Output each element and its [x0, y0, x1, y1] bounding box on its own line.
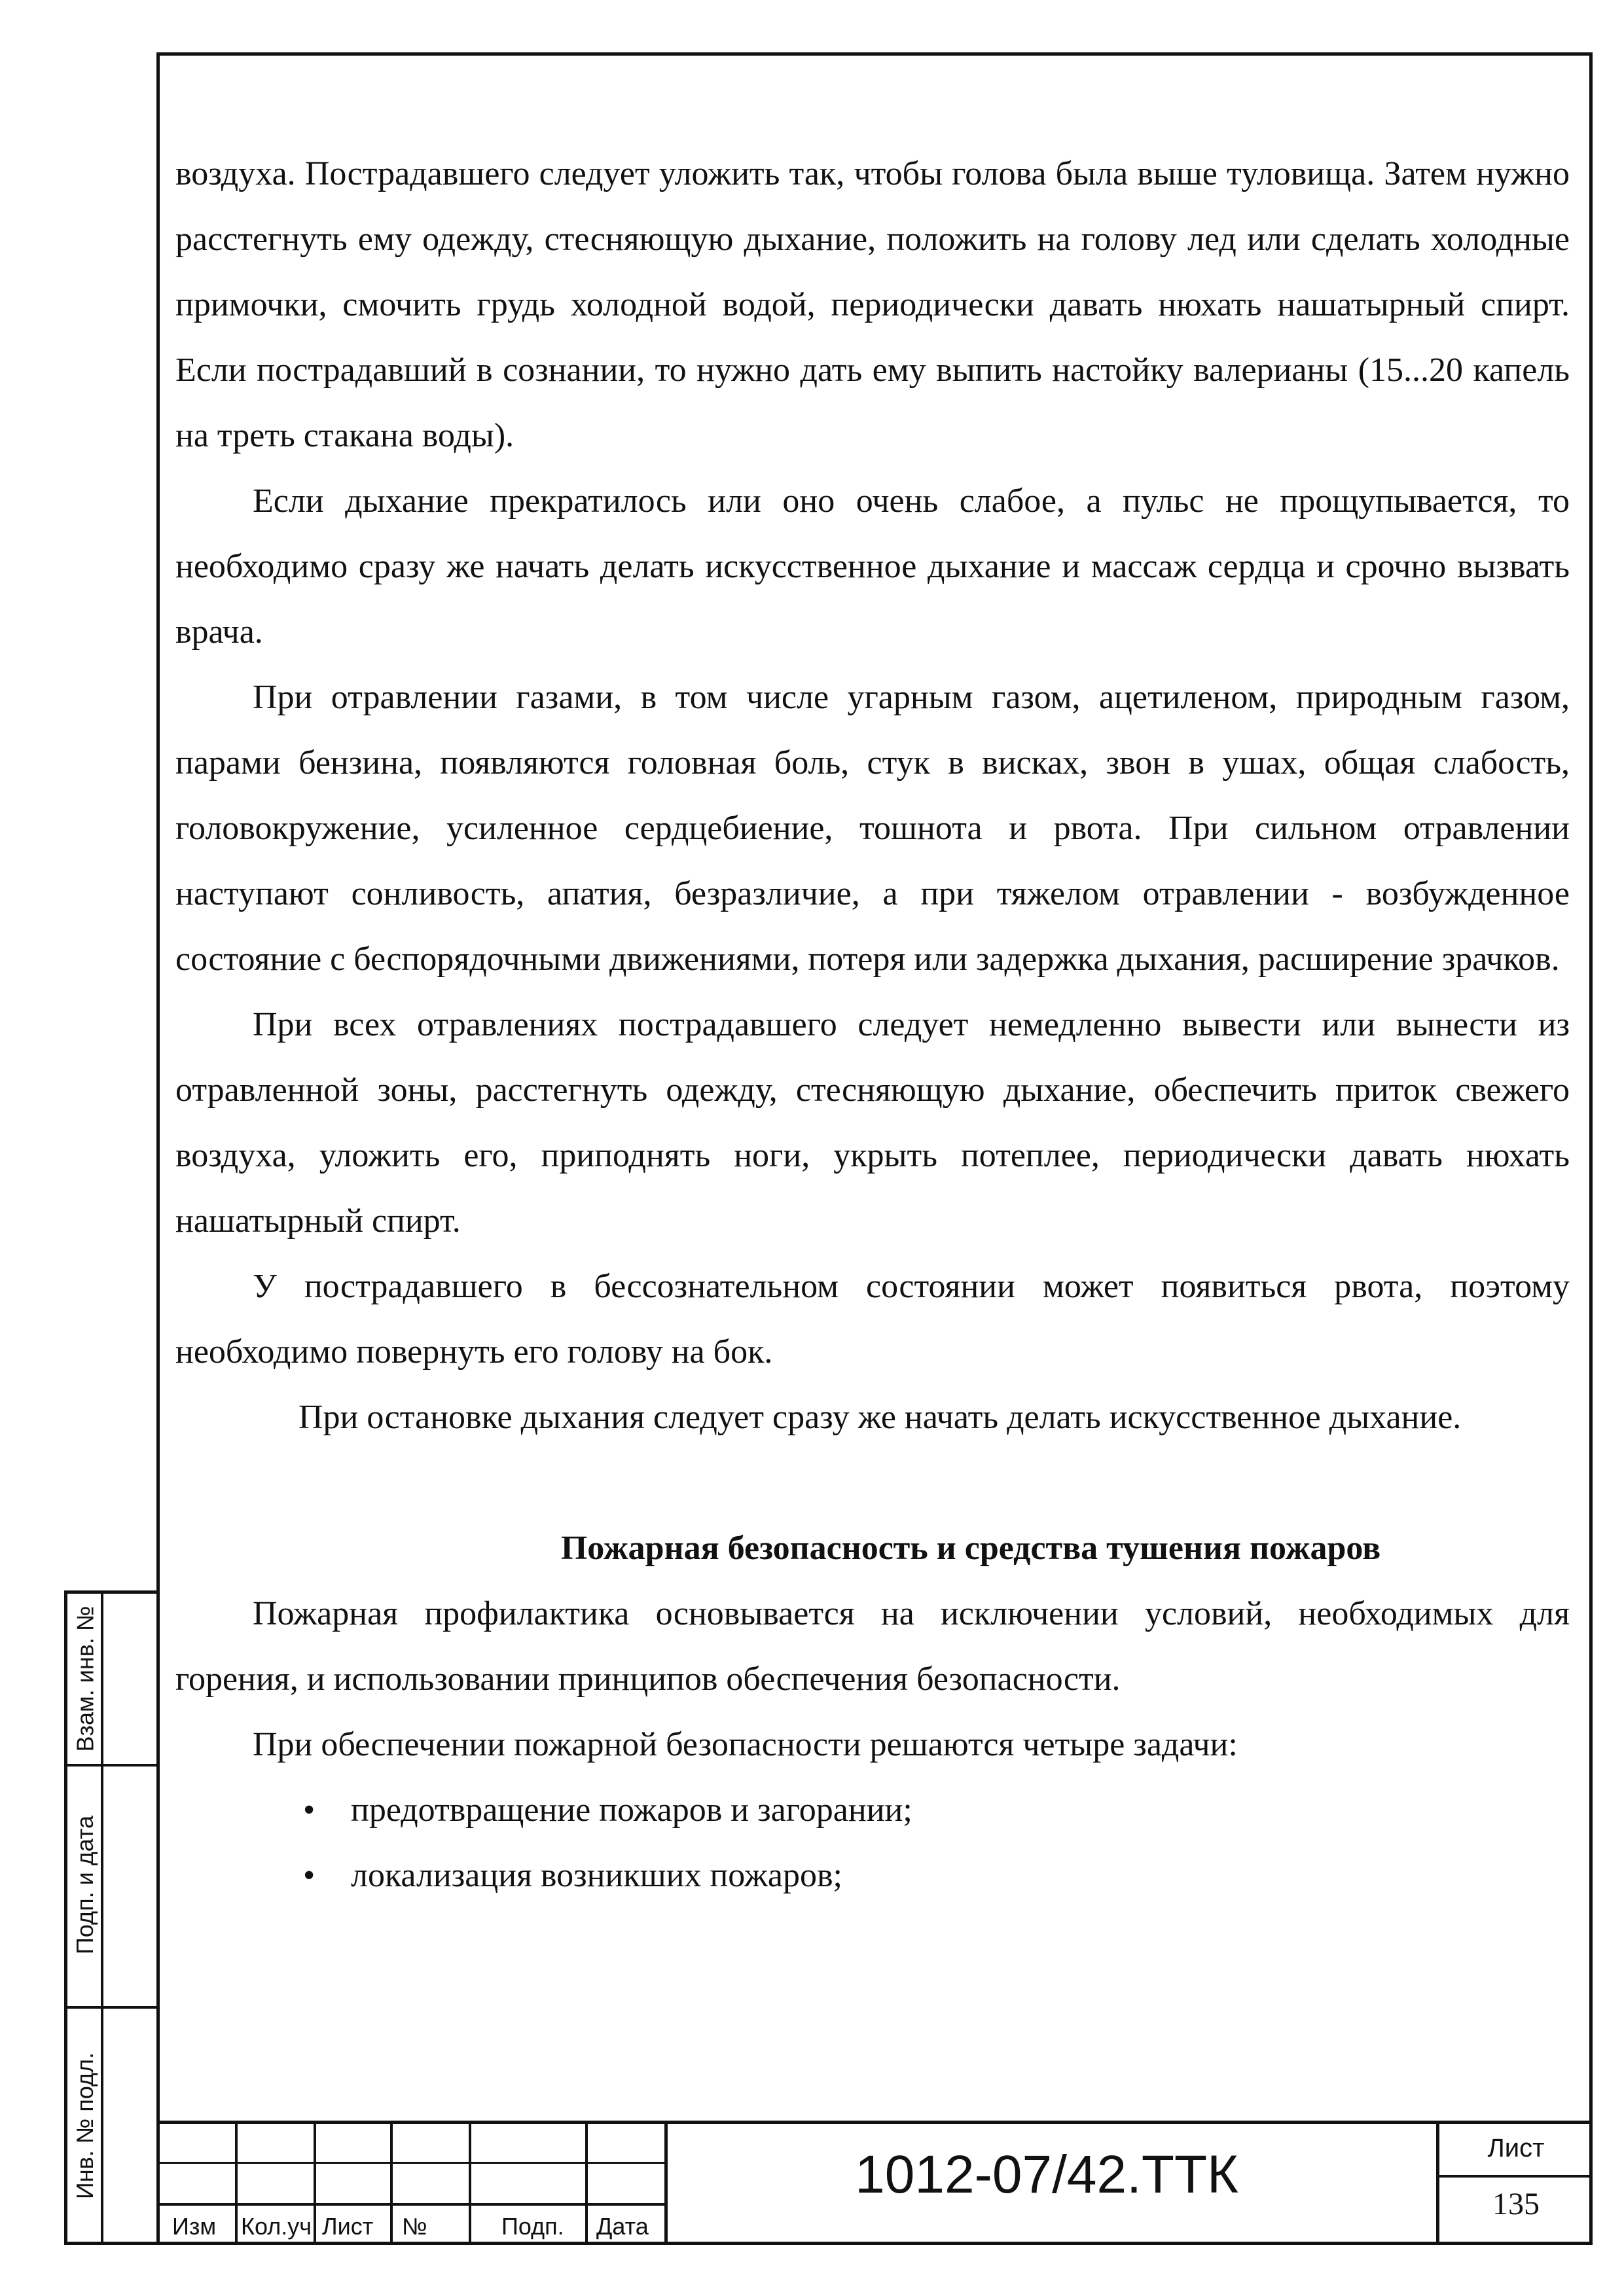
sheet-number: 135: [1492, 2187, 1540, 2221]
tb-col-line: [390, 2121, 393, 2245]
paragraph: При остановке дыхания следует сразу же начать делать искусственное дыхание.: [298, 1399, 1462, 1436]
side-label-signature-date: Подп. и дата: [71, 1815, 99, 1955]
bullet-icon: •: [303, 1857, 316, 1894]
tb-border-top: [156, 2121, 1593, 2124]
tb-row-line: [156, 2162, 667, 2164]
document-code: 1012-07/42.ТТК: [855, 2145, 1238, 2204]
bullet-icon: •: [303, 1791, 316, 1829]
document-body: [175, 141, 1570, 1909]
tb-col-change: Изм: [172, 2213, 217, 2240]
tb-col-qty: Кол.уч: [241, 2213, 312, 2240]
paragraph: При всех отравлениях пострадавшего следует немедленно вывести или вынести из отравленной зоны, расстегнуть одежду, стесняющую дыхание, обеспечить приток свежего воздуха, уложить его, приподнять ноги, укрыть потеплее, периодически давать нюхать нашатырный спирт.: [175, 1006, 1570, 1240]
paragraph: При отравлении газами, в том числе угарным газом, ацетиленом, природным газом, парами бензина, появляются головная боль, стук в висках, звон в ушах, общая слабость, головокружение, усиленное сердцебиение, тошнота и рвота. При сильном отравлении наступают сонливость, апатия, безразличие, а при тяжелом отравлении - возбужденное состояние с беспорядочными движениями, потеря или задержка дыхания, расширение зрачков.: [175, 679, 1570, 978]
paragraph: У пострадавшего в бессознательном состоянии может появиться рвота, поэтому необходимо повернуть его голову на бок.: [175, 1268, 1570, 1371]
paragraph: воздуха. Пострадавшего следует уложить так, чтобы голова была выше туловища. Затем нужно расстегнуть ему одежду, стесняющую дыхание, положить на голову лед или сделать холодные примочки, смочить грудь холодной водой, периодически давать нюхать нашатырный спирт. Если пострадавший в сознании, то нужно дать ему выпить настойку валерианы (15...20 капель на треть стакана воды).: [175, 155, 1570, 454]
bullet-list: [175, 1778, 1570, 1909]
list-item-text: локализация возникших пожаров;: [351, 1857, 843, 1894]
sheet-label: Лист: [1487, 2134, 1545, 2162]
list-item-text: предотвращение пожаров и загорании;: [351, 1791, 912, 1829]
list-item: [175, 1778, 1570, 1843]
paragraph: При обеспечении пожарной безопасности решаются четыре задачи:: [253, 1726, 1238, 1763]
tb-col-number: №: [402, 2213, 427, 2240]
side-stamp-strip: [64, 1590, 156, 2245]
side-label-replaced-inv: Взам. инв. №: [71, 1605, 99, 1752]
paragraph: Пожарная профилактика основывается на исключении условий, необходимых для горения, и использовании принципов обеспечения безопасности.: [175, 1595, 1570, 1698]
tb-col-signature: Подп.: [501, 2213, 564, 2240]
tb-col-sheet: Лист: [322, 2213, 374, 2240]
list-item: [175, 1843, 1570, 1909]
paragraph: Если дыхание прекратилось или оно очень слабое, а пульс не прощупывается, то необходимо сразу же начать делать искусственное дыхание и массаж сердца и срочно вызвать врача.: [175, 482, 1570, 651]
tb-col-line: [314, 2121, 316, 2245]
tb-row-line: [1436, 2175, 1593, 2178]
tb-col-line: [235, 2121, 238, 2245]
tb-row-line: [156, 2203, 667, 2206]
title-block: [156, 2121, 1593, 2245]
tb-col-line: [585, 2121, 588, 2245]
tb-col-date: Дата: [596, 2213, 649, 2240]
side-label-original-inv: Инв. № подл.: [71, 2052, 99, 2199]
tb-col-line: [469, 2121, 471, 2245]
section-heading: Пожарная безопасность и средства тушения пожаров: [560, 1530, 1381, 1567]
